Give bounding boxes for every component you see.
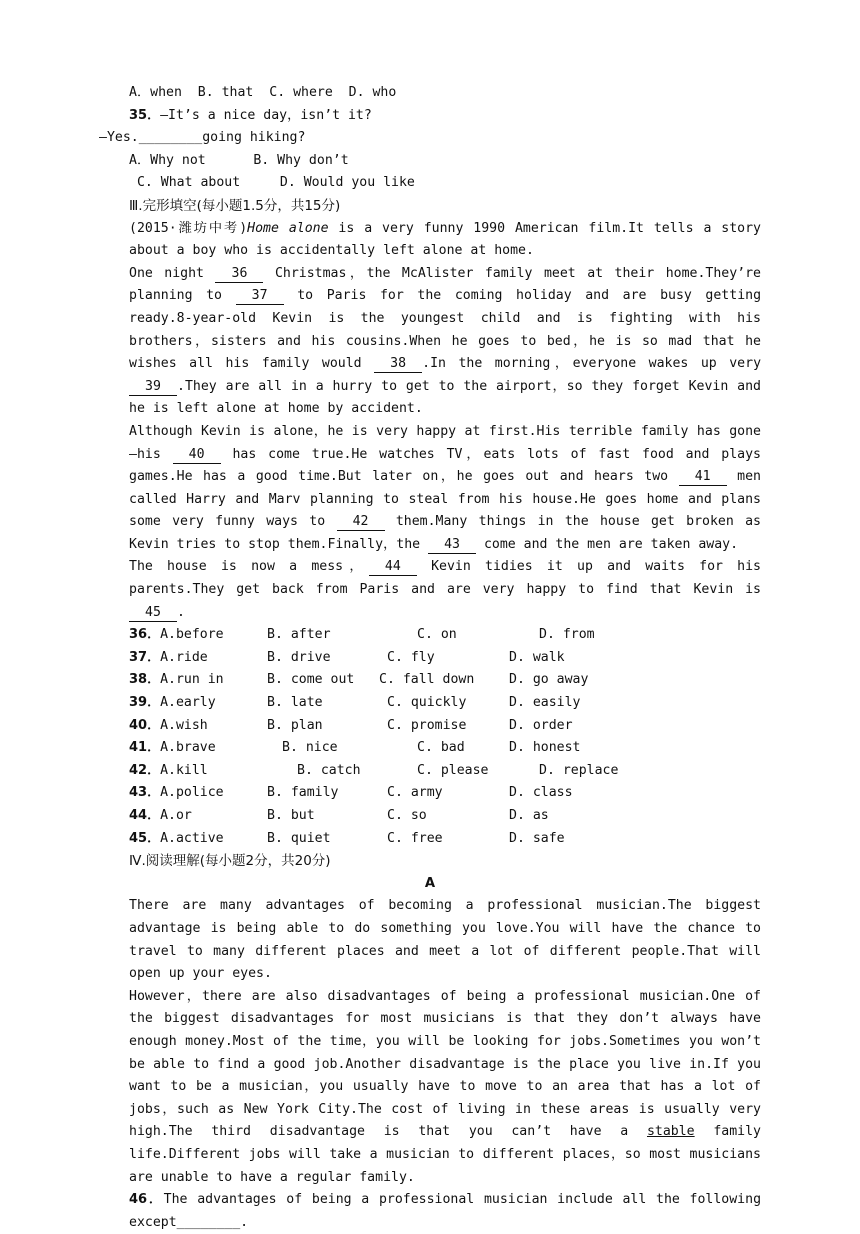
option-a: A.ride (160, 649, 208, 665)
cloze-options (99, 624, 761, 850)
blank-39: 39 (129, 378, 177, 396)
blank-40: 40 (173, 446, 221, 464)
q34-options (99, 82, 761, 105)
option-b: B. nice (282, 740, 338, 756)
cloze-p4-c: . (177, 604, 185, 620)
reading-heading: Ⅳ.阅读理解(每小题2分，共20分) (129, 853, 331, 870)
option-number: 41． (129, 740, 161, 756)
q46-stem: The advantages of being a professional musician include all the following except________. (129, 1192, 762, 1230)
cloze-p2-c: to Paris for the coming holiday and are busy getting ready.8-year-old Kevin is the youngest child and is fighting with his brothers，sisters and his cousins.When he goes to bed，he is so mad that he wishes all his family would (129, 288, 762, 372)
cloze-p3-d: them.Many things in the house get broken as Kevin tries to stop them.Finally，the (129, 514, 761, 552)
option-b: B. but (267, 808, 315, 823)
q35-option-a: A．Why not (129, 152, 206, 168)
option-number: 37． (129, 649, 161, 665)
option-d: D. safe (509, 830, 565, 846)
blank-42: 42 (337, 513, 385, 531)
cloze-p1-text: is a very funny 1990 American film.It tells a story about a boy who is accidentally left alone at home. (129, 220, 762, 259)
option-c: C. promise (387, 717, 467, 733)
option-b: B. plan (267, 717, 323, 733)
option-b: B. catch (297, 762, 361, 778)
cloze-p2-e: .They are all in a hurry to get to the airport，so they forget Kevin and he is left alone at home by accident. (129, 378, 761, 417)
option-number: 43． (129, 785, 161, 801)
option-d: D. replace (539, 762, 619, 778)
option-b: B. family (267, 785, 339, 801)
cloze-paragraph-2 (99, 263, 761, 421)
q34-option-d: D. who (348, 85, 397, 100)
option-a: A.kill (160, 762, 208, 778)
option-d: D. class (509, 785, 573, 801)
option-number: 42． (129, 762, 161, 778)
option-a: A.before (160, 627, 224, 643)
blank-41: 41 (679, 468, 727, 486)
reading-p2-a: However，there are also disadvantages of being a professional musician.One of the biggest disadvantages for most musicians is that they don’t always have enough money.Most of the time，you will be looking for jobs.Sometimes you won’t be able to find a good job.Another disadvantage is the place you live in.If you want to be a musician，you usually have to move to an area that has a lot of jobs，such as New York City.The cost of living in these areas is usually very high.The third disadvantage is that you can’t have a (129, 988, 761, 1140)
option-c: C. army (387, 785, 443, 801)
cloze-p4-a: The house is now a mess， (129, 559, 369, 575)
option-c: C. fly (387, 649, 435, 665)
option-row-41 (99, 737, 761, 760)
option-d: D. from (539, 627, 595, 643)
cloze-p2-a: One night (129, 265, 216, 281)
q34-option-c: C. where (269, 85, 333, 100)
cloze-p3-b: has come true.He watches TV，eats lots of fast food and plays games.He has a good time.But later on，he goes out and hears two (129, 446, 761, 485)
underlined-word-stable: stable (646, 1124, 695, 1140)
option-c: C. free (387, 830, 443, 846)
q35-options-cd (99, 172, 761, 195)
option-number: 45． (129, 830, 161, 846)
option-a: A.active (160, 830, 224, 846)
option-number: 39． (129, 695, 161, 711)
option-number: 44． (129, 808, 161, 823)
q35-stem-text: —It’s a nice day，isn’t it? (160, 107, 372, 123)
option-d: D. go away (509, 672, 589, 688)
cloze-heading: Ⅲ.完形填空(每小题1.5分，共15分) (129, 197, 341, 214)
option-c: C. quickly (387, 695, 467, 711)
exam-page (99, 82, 761, 1234)
film-title: Home alone (247, 220, 329, 236)
option-d: D. order (509, 717, 573, 733)
option-row-44 (99, 805, 761, 828)
option-row-36 (99, 624, 761, 647)
blank-44: 44 (369, 558, 417, 576)
cloze-paragraph-1 (99, 218, 761, 263)
option-b: B. quiet (267, 830, 331, 846)
blank-45: 45 (129, 604, 177, 622)
option-c: C. bad (417, 740, 465, 756)
option-a: A.or (160, 808, 192, 823)
q46-number: 46． (129, 1192, 164, 1208)
option-c: C. fall down (379, 672, 475, 688)
option-b: B. come out (267, 672, 355, 688)
q35-reply: —Yes.________going hiking? (99, 130, 306, 146)
reading-paragraph-2 (99, 986, 761, 1189)
option-b: B. drive (267, 649, 331, 665)
q35-option-b: B. Why don’t (253, 152, 349, 168)
option-b: B. after (267, 627, 331, 643)
blank-43: 43 (428, 536, 476, 554)
option-b: B. late (267, 695, 323, 711)
option-row-38 (99, 669, 761, 692)
q34-option-a: A．when (129, 85, 182, 100)
q34-option-b: B. that (197, 85, 254, 100)
reading-paragraph-1: There are many advantages of becoming a professional musician.The biggest advantage is being able to do something you love.You will have the chance to travel to many different places and meet a lot of different people.That will open up your eyes. (129, 898, 761, 982)
option-a: A.wish (160, 717, 208, 733)
option-row-37 (99, 647, 761, 670)
option-a: A.run in (160, 672, 224, 688)
reading-part-label: A (424, 875, 436, 891)
option-row-43 (99, 782, 761, 805)
option-row-45 (99, 828, 761, 851)
option-row-42 (99, 760, 761, 783)
option-row-40 (99, 715, 761, 738)
cloze-p3-c: men called Harry and Marv planning to steal from his house.He goes home and plans some very funny ways to (129, 469, 761, 530)
option-row-39 (99, 692, 761, 715)
q35-number: 35． (129, 107, 161, 123)
blank-37: 37 (236, 287, 284, 305)
q35-option-c: C. What about (136, 175, 241, 191)
option-c: C. so (387, 808, 427, 823)
option-d: D. as (509, 808, 549, 823)
option-number: 38． (129, 672, 161, 688)
option-number: 40． (129, 717, 161, 733)
blank-36: 36 (215, 265, 263, 283)
option-d: D. easily (509, 695, 581, 711)
cloze-p3-a: Although Kevin is alone，he is very happy at first.His terrible family has gone—his (129, 423, 761, 462)
q35-stem (99, 105, 761, 128)
reading-p2-b: family life.Different jobs will take a musician to different places，so most musicians are unable to have a regular family. (129, 1124, 762, 1185)
cloze-paragraph-4 (99, 556, 761, 624)
cloze-source: (2015·潍坊中考) (129, 220, 248, 236)
cloze-p2-b: Christmas，the McAlister family meet at their home.They’re planning to (129, 265, 761, 304)
cloze-p3-e: come and the men are taken away. (476, 536, 739, 552)
blank-38: 38 (374, 355, 422, 373)
option-c: C. please (417, 762, 489, 778)
cloze-paragraph-3 (99, 421, 761, 557)
q35-option-d: D. Would you like (279, 175, 415, 191)
option-a: A.early (160, 695, 216, 711)
option-c: C. on (417, 627, 457, 643)
q35-options-ab (99, 150, 761, 173)
option-d: D. walk (509, 649, 565, 665)
cloze-p2-d: .In the morning，everyone wakes up very (422, 356, 762, 372)
cloze-p4-b: Kevin tidies it up and waits for his parents.They get back from Paris and are very happy to find that Kevin is (129, 559, 761, 598)
option-a: A.police (160, 785, 224, 801)
option-number: 36． (129, 627, 161, 643)
option-a: A.brave (160, 740, 216, 756)
q46 (99, 1189, 761, 1234)
option-d: D. honest (509, 740, 581, 756)
